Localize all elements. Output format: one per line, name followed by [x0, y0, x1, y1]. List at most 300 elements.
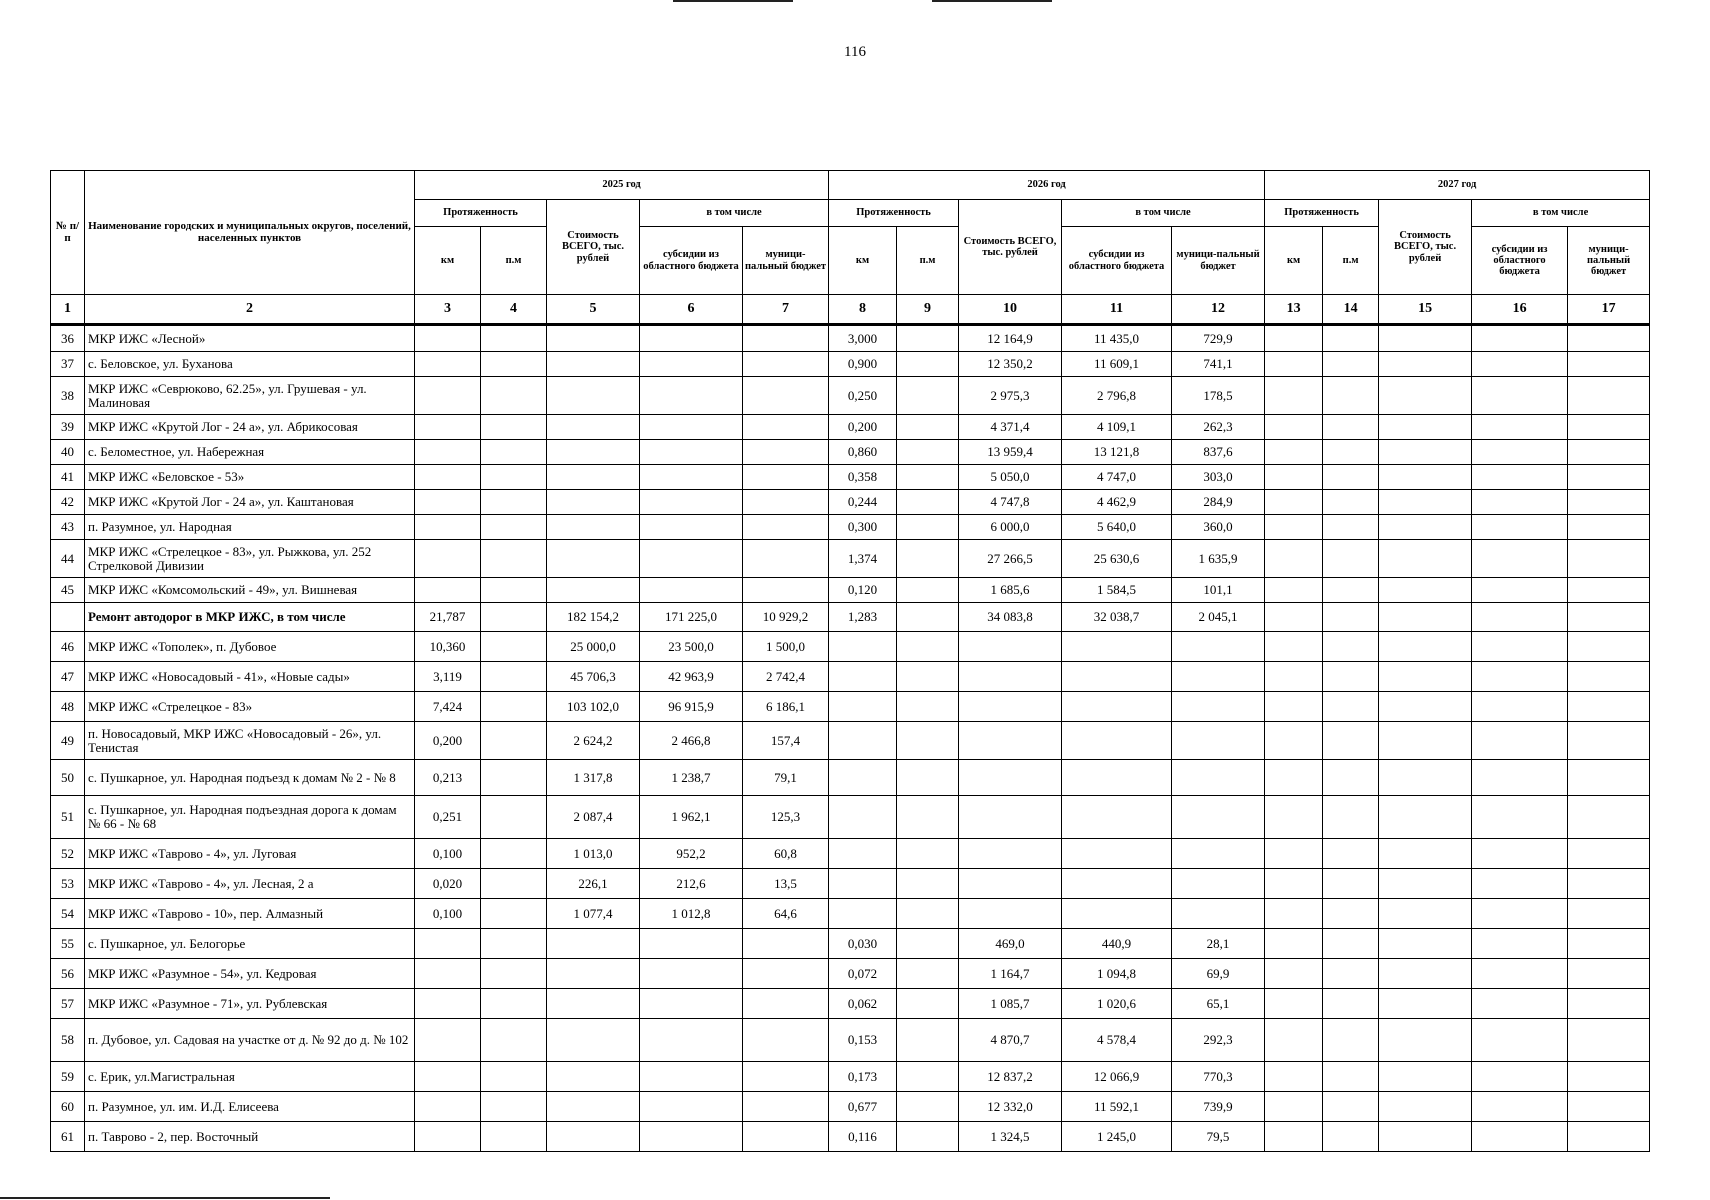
data-cell	[1265, 692, 1323, 722]
table-row	[51, 722, 1650, 760]
data-cell: 0,072	[829, 959, 897, 989]
data-cell	[1265, 465, 1323, 490]
data-cell	[1323, 692, 1379, 722]
scan-mark-bottom	[0, 1197, 330, 1199]
data-cell: 212,6	[640, 869, 743, 899]
data-cell	[1472, 440, 1568, 465]
data-cell: 25 630,6	[1062, 540, 1172, 578]
data-cell: 1 012,8	[640, 899, 743, 929]
row-name: п. Новосадовый, МКР ИЖС «Новосадовый - 26», ул. Тенистая	[85, 722, 415, 760]
column-index-cell: 5	[547, 295, 640, 325]
data-cell	[1323, 989, 1379, 1019]
data-cell: 13,5	[743, 869, 829, 899]
row-name: МКР ИЖС «Стрелецкое - 83»	[85, 692, 415, 722]
table-row	[51, 1092, 1650, 1122]
table-row	[51, 929, 1650, 959]
data-cell: 12 164,9	[959, 325, 1062, 352]
header-incl-2026: в том числе	[1062, 200, 1265, 227]
data-cell	[415, 415, 481, 440]
row-number: 58	[51, 1019, 85, 1062]
data-cell: 4 747,8	[959, 490, 1062, 515]
data-cell	[1062, 839, 1172, 869]
data-cell	[897, 692, 959, 722]
row-number: 47	[51, 662, 85, 692]
data-cell	[897, 352, 959, 377]
data-cell: 1 685,6	[959, 578, 1062, 603]
data-cell: 0,100	[415, 839, 481, 869]
data-cell	[481, 440, 547, 465]
row-name: МКР ИЖС «Таврово - 4», ул. Луговая	[85, 839, 415, 869]
header-year-2026: 2026 год	[829, 171, 1265, 200]
data-cell	[1568, 377, 1650, 415]
data-cell: 0,200	[829, 415, 897, 440]
data-cell	[1379, 959, 1472, 989]
data-cell	[415, 1092, 481, 1122]
data-cell	[1472, 540, 1568, 578]
data-cell	[1472, 325, 1568, 352]
data-cell	[1568, 325, 1650, 352]
data-cell	[1472, 662, 1568, 692]
row-number: 59	[51, 1062, 85, 1092]
data-cell	[743, 465, 829, 490]
data-cell: 284,9	[1172, 490, 1265, 515]
table-row	[51, 839, 1650, 869]
data-cell: 729,9	[1172, 325, 1265, 352]
data-cell: 79,1	[743, 760, 829, 796]
table-row	[51, 989, 1650, 1019]
data-cell: 125,3	[743, 796, 829, 839]
header-length-2027: Протяженность	[1265, 200, 1379, 227]
data-cell	[1323, 465, 1379, 490]
data-cell	[1568, 1092, 1650, 1122]
data-cell	[1568, 1019, 1650, 1062]
data-cell	[481, 540, 547, 578]
row-number: 42	[51, 490, 85, 515]
data-cell: 64,6	[743, 899, 829, 929]
data-cell	[1265, 989, 1323, 1019]
data-cell	[1379, 1062, 1472, 1092]
data-cell	[547, 1122, 640, 1152]
data-cell	[1472, 515, 1568, 540]
data-cell: 469,0	[959, 929, 1062, 959]
data-cell	[481, 578, 547, 603]
row-number: 48	[51, 692, 85, 722]
data-cell	[1568, 465, 1650, 490]
table-row	[51, 662, 1650, 692]
row-number: 57	[51, 989, 85, 1019]
data-cell	[1172, 899, 1265, 929]
data-cell	[1472, 465, 1568, 490]
data-cell: 1,283	[829, 603, 897, 632]
row-name: МКР ИЖС «Беловское - 53»	[85, 465, 415, 490]
data-cell	[640, 1062, 743, 1092]
table-row	[51, 1062, 1650, 1092]
data-cell: 360,0	[1172, 515, 1265, 540]
data-cell	[1062, 632, 1172, 662]
data-cell	[897, 722, 959, 760]
data-cell	[1323, 1092, 1379, 1122]
data-cell	[1472, 603, 1568, 632]
row-number: 39	[51, 415, 85, 440]
row-name: п. Разумное, ул. им. И.Д. Елисеева	[85, 1092, 415, 1122]
data-cell	[1568, 839, 1650, 869]
header-km-2027: км	[1265, 227, 1323, 295]
data-cell	[1568, 603, 1650, 632]
data-cell	[829, 662, 897, 692]
data-cell	[547, 959, 640, 989]
data-cell	[959, 722, 1062, 760]
data-cell: 1 094,8	[1062, 959, 1172, 989]
data-cell	[743, 325, 829, 352]
data-cell: 12 332,0	[959, 1092, 1062, 1122]
data-cell: 1 245,0	[1062, 1122, 1172, 1152]
data-cell	[1172, 722, 1265, 760]
data-cell	[481, 662, 547, 692]
data-cell	[1568, 760, 1650, 796]
data-cell	[1379, 989, 1472, 1019]
table-row	[51, 515, 1650, 540]
data-cell: 0,860	[829, 440, 897, 465]
data-cell	[481, 490, 547, 515]
scan-mark-top-right	[932, 0, 1052, 2]
data-cell	[640, 989, 743, 1019]
table-row	[51, 603, 1650, 632]
row-number: 41	[51, 465, 85, 490]
data-cell: 952,2	[640, 839, 743, 869]
data-cell	[897, 377, 959, 415]
data-cell	[547, 352, 640, 377]
data-cell: 1 020,6	[1062, 989, 1172, 1019]
data-cell	[1265, 415, 1323, 440]
table-row	[51, 540, 1650, 578]
table-row	[51, 899, 1650, 929]
data-cell	[547, 929, 640, 959]
data-cell: 21,787	[415, 603, 481, 632]
data-cell	[1379, 325, 1472, 352]
row-name: МКР ИЖС «Крутой Лог - 24 а», ул. Абрикосовая	[85, 415, 415, 440]
data-cell	[547, 377, 640, 415]
data-cell: 1 085,7	[959, 989, 1062, 1019]
column-index-cell: 3	[415, 295, 481, 325]
row-number: 50	[51, 760, 85, 796]
data-cell	[897, 515, 959, 540]
data-cell: 13 959,4	[959, 440, 1062, 465]
data-cell: 60,8	[743, 839, 829, 869]
data-cell	[1472, 839, 1568, 869]
data-cell: 770,3	[1172, 1062, 1265, 1092]
row-number: 54	[51, 899, 85, 929]
data-cell	[1062, 692, 1172, 722]
data-cell: 3,000	[829, 325, 897, 352]
header-subsidy-2025: субсидии из областного бюджета	[640, 227, 743, 295]
data-cell: 1 077,4	[547, 899, 640, 929]
data-cell	[1568, 352, 1650, 377]
row-name: МКР ИЖС «Тополек», п. Дубовое	[85, 632, 415, 662]
data-cell	[1568, 899, 1650, 929]
data-cell	[897, 1062, 959, 1092]
data-cell	[1323, 959, 1379, 989]
data-cell: 303,0	[1172, 465, 1265, 490]
data-cell	[547, 540, 640, 578]
table-row	[51, 869, 1650, 899]
header-cost-2026: Стоимость ВСЕГО, тыс. рублей	[959, 200, 1062, 295]
data-cell: 10,360	[415, 632, 481, 662]
row-name: МКР ИЖС «Севрюково, 62.25», ул. Грушевая - ул. Малиновая	[85, 377, 415, 415]
data-cell	[481, 959, 547, 989]
data-cell	[1568, 632, 1650, 662]
data-cell	[1568, 796, 1650, 839]
data-cell	[481, 1122, 547, 1152]
row-name: с. Пушкарное, ул. Народная подъездная дорога к домам № 66 - № 68	[85, 796, 415, 839]
data-cell	[1323, 603, 1379, 632]
data-cell: 11 592,1	[1062, 1092, 1172, 1122]
data-cell: 6 186,1	[743, 692, 829, 722]
data-cell	[1323, 352, 1379, 377]
data-cell	[1172, 662, 1265, 692]
data-cell	[743, 1062, 829, 1092]
table-row	[51, 377, 1650, 415]
data-cell: 10 929,2	[743, 603, 829, 632]
row-number: 56	[51, 959, 85, 989]
data-cell	[1568, 515, 1650, 540]
data-cell	[547, 325, 640, 352]
data-cell	[415, 989, 481, 1019]
data-cell	[547, 1062, 640, 1092]
data-cell	[959, 662, 1062, 692]
data-cell: 0,251	[415, 796, 481, 839]
data-cell	[959, 632, 1062, 662]
data-cell	[1379, 415, 1472, 440]
data-cell	[415, 465, 481, 490]
data-cell	[1323, 662, 1379, 692]
row-name: МКР ИЖС «Новосадовый - 41», «Новые сады»	[85, 662, 415, 692]
header-municipal-2027: муници-пальный бюджет	[1568, 227, 1650, 295]
data-cell	[1265, 760, 1323, 796]
row-number: 44	[51, 540, 85, 578]
data-cell	[1379, 632, 1472, 662]
data-cell	[1265, 1092, 1323, 1122]
data-cell	[897, 415, 959, 440]
data-cell	[1472, 722, 1568, 760]
data-cell	[1472, 692, 1568, 722]
data-cell	[415, 325, 481, 352]
data-cell	[1472, 959, 1568, 989]
data-cell	[897, 839, 959, 869]
data-cell	[1568, 1122, 1650, 1152]
data-cell	[1568, 440, 1650, 465]
data-cell	[1265, 662, 1323, 692]
header-year-2027: 2027 год	[1265, 171, 1650, 200]
data-cell: 739,9	[1172, 1092, 1265, 1122]
data-cell	[1568, 959, 1650, 989]
data-cell	[481, 839, 547, 869]
data-cell	[897, 760, 959, 796]
data-cell	[640, 352, 743, 377]
data-cell: 2 975,3	[959, 377, 1062, 415]
header-incl-2025: в том числе	[640, 200, 829, 227]
data-cell	[897, 869, 959, 899]
data-cell: 0,062	[829, 989, 897, 1019]
data-cell: 2 045,1	[1172, 603, 1265, 632]
table-row	[51, 490, 1650, 515]
data-cell	[897, 440, 959, 465]
data-cell	[1265, 796, 1323, 839]
data-cell	[481, 989, 547, 1019]
data-cell	[1472, 989, 1568, 1019]
data-cell: 103 102,0	[547, 692, 640, 722]
data-cell	[959, 760, 1062, 796]
column-index-cell: 1	[51, 295, 85, 325]
data-cell: 1 164,7	[959, 959, 1062, 989]
data-cell: 12 066,9	[1062, 1062, 1172, 1092]
financing-table	[50, 170, 1650, 1152]
data-cell: 1 500,0	[743, 632, 829, 662]
data-cell	[1379, 515, 1472, 540]
data-cell	[481, 929, 547, 959]
header-num: № п/п	[51, 171, 85, 295]
data-cell	[897, 899, 959, 929]
data-cell	[481, 465, 547, 490]
row-number: 53	[51, 869, 85, 899]
data-cell	[1472, 760, 1568, 796]
row-number: 43	[51, 515, 85, 540]
data-cell	[1265, 515, 1323, 540]
data-cell	[743, 1122, 829, 1152]
header-cost-2025: Стоимость ВСЕГО, тыс. рублей	[547, 200, 640, 295]
data-cell	[829, 722, 897, 760]
data-cell	[1172, 839, 1265, 869]
data-cell	[1323, 839, 1379, 869]
data-cell	[1379, 440, 1472, 465]
data-cell	[743, 515, 829, 540]
row-number: 52	[51, 839, 85, 869]
data-cell	[829, 869, 897, 899]
data-cell	[1323, 440, 1379, 465]
data-cell	[1568, 415, 1650, 440]
data-cell: 171 225,0	[640, 603, 743, 632]
data-cell	[481, 1092, 547, 1122]
data-cell: 23 500,0	[640, 632, 743, 662]
data-cell	[547, 515, 640, 540]
data-cell	[547, 415, 640, 440]
row-number: 61	[51, 1122, 85, 1152]
row-name: с. Пушкарное, ул. Народная подъезд к домам № 2 - № 8	[85, 760, 415, 796]
data-cell: 69,9	[1172, 959, 1265, 989]
data-cell	[743, 929, 829, 959]
data-cell	[1379, 662, 1472, 692]
data-cell	[1379, 869, 1472, 899]
data-cell	[547, 465, 640, 490]
column-index-cell: 6	[640, 295, 743, 325]
data-cell	[640, 415, 743, 440]
data-cell	[415, 1019, 481, 1062]
column-index-cell: 8	[829, 295, 897, 325]
data-cell: 27 266,5	[959, 540, 1062, 578]
data-cell: 3,119	[415, 662, 481, 692]
data-cell	[897, 603, 959, 632]
row-name: МКР ИЖС «Таврово - 10», пер. Алмазный	[85, 899, 415, 929]
data-cell	[1568, 578, 1650, 603]
data-cell	[1323, 415, 1379, 440]
data-cell	[897, 1092, 959, 1122]
data-cell	[547, 578, 640, 603]
row-name: с. Беловское, ул. Буханова	[85, 352, 415, 377]
data-cell	[1265, 869, 1323, 899]
table-row	[51, 796, 1650, 839]
data-cell: 0,358	[829, 465, 897, 490]
data-cell	[959, 899, 1062, 929]
table-row	[51, 415, 1650, 440]
row-name: Ремонт автодорог в МКР ИЖС, в том числе	[85, 603, 415, 632]
table-row	[51, 325, 1650, 352]
column-index-cell: 10	[959, 295, 1062, 325]
data-cell	[829, 632, 897, 662]
data-cell	[547, 1019, 640, 1062]
header-cost-2027: Стоимость ВСЕГО, тыс. рублей	[1379, 200, 1472, 295]
data-cell	[1265, 1122, 1323, 1152]
table-row	[51, 1122, 1650, 1152]
data-cell	[1379, 1122, 1472, 1152]
data-cell	[743, 440, 829, 465]
data-cell: 292,3	[1172, 1019, 1265, 1062]
data-cell	[640, 377, 743, 415]
data-cell	[897, 632, 959, 662]
data-cell	[415, 959, 481, 989]
data-cell: 7,424	[415, 692, 481, 722]
table-header	[51, 171, 1650, 325]
data-cell: 42 963,9	[640, 662, 743, 692]
data-cell: 2 742,4	[743, 662, 829, 692]
row-number: 38	[51, 377, 85, 415]
row-number: 36	[51, 325, 85, 352]
data-cell	[1265, 899, 1323, 929]
data-cell	[1379, 1092, 1472, 1122]
data-cell: 4 371,4	[959, 415, 1062, 440]
data-cell	[1379, 796, 1472, 839]
page-number: 116	[844, 44, 866, 60]
data-cell	[1568, 989, 1650, 1019]
data-cell	[415, 578, 481, 603]
data-cell	[481, 352, 547, 377]
data-cell	[1323, 1122, 1379, 1152]
data-cell: 0,250	[829, 377, 897, 415]
data-cell	[897, 989, 959, 1019]
data-cell	[1172, 692, 1265, 722]
data-cell	[1323, 377, 1379, 415]
data-cell: 0,200	[415, 722, 481, 760]
data-cell	[1062, 760, 1172, 796]
data-cell	[897, 325, 959, 352]
data-cell: 1 324,5	[959, 1122, 1062, 1152]
data-cell: 65,1	[1172, 989, 1265, 1019]
data-cell: 1 238,7	[640, 760, 743, 796]
data-cell	[640, 490, 743, 515]
column-index-cell: 4	[481, 295, 547, 325]
header-incl-2027: в том числе	[1472, 200, 1650, 227]
header-pm-2027: п.м	[1323, 227, 1379, 295]
header-subsidy-2026: субсидии из областного бюджета	[1062, 227, 1172, 295]
column-index-cell: 17	[1568, 295, 1650, 325]
data-cell	[897, 540, 959, 578]
data-cell: 0,300	[829, 515, 897, 540]
data-cell: 0,100	[415, 899, 481, 929]
data-cell	[415, 490, 481, 515]
data-cell	[959, 839, 1062, 869]
data-cell	[481, 1062, 547, 1092]
data-cell	[1323, 1019, 1379, 1062]
data-cell	[1323, 760, 1379, 796]
data-cell	[640, 1092, 743, 1122]
